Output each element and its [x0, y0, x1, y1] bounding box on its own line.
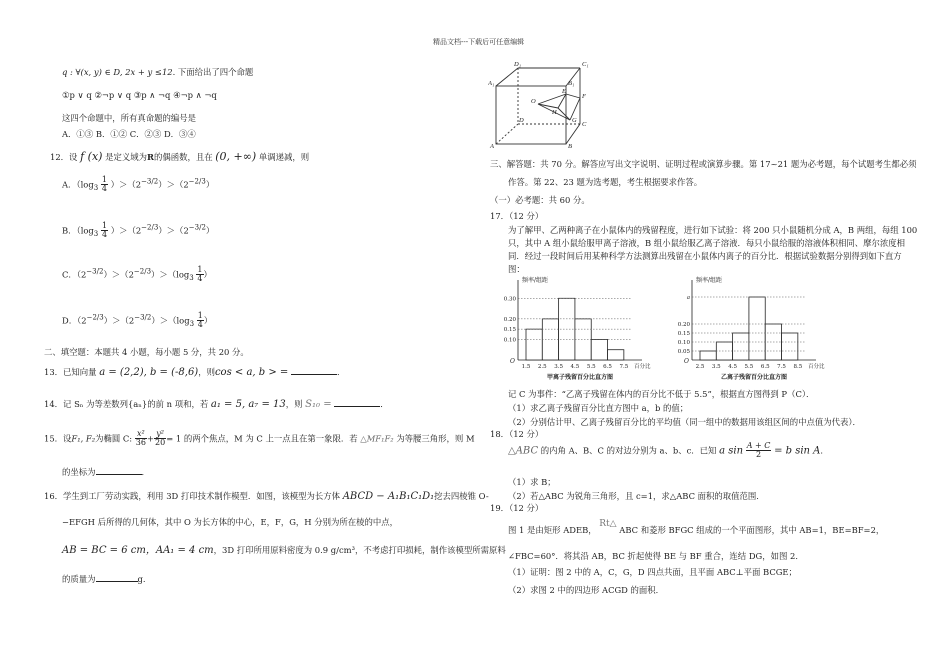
label-F: F [582, 93, 586, 100]
q13-vectors: a = (2,2), b = (-8,6) [99, 367, 199, 378]
label-G: G [572, 117, 577, 124]
label-B1: B₁ [568, 80, 575, 87]
q12-text-b: 是定义域为 [105, 152, 147, 162]
q18-text: 的内角 A、B、C 的对边分别为 a、b、c．已知 [540, 445, 717, 456]
q11-statement [62, 66, 253, 78]
q16-cuboid: ABCD − A₁B₁C₁D₁ [342, 491, 435, 502]
y-tick-label: 0.15 [677, 331, 690, 337]
q11-text: . 下面给出了四个命题 [172, 67, 254, 77]
opt-d-frac: $\frac{1}{4}$ [197, 311, 203, 330]
opt-d-prefix: D．（2 [62, 315, 87, 326]
q16-line4: 的质量为 g. [62, 574, 146, 584]
histogram-bar [608, 350, 624, 360]
q15-text-a: 15．设 [44, 433, 72, 444]
q14-text-a: 14．记 Sₙ 为等差数列{aₙ}的前 n 项和，若 [44, 399, 209, 409]
q12-option-b: B．（$\log_3$ $\frac{1}{4}$ ）$>(2^{-2/3})>(2^{-3/2})$ [62, 221, 215, 240]
y-tick-label: 0.15 [503, 327, 516, 334]
q14-condition: a₁ = 5, a₇ = 13 [210, 399, 286, 410]
y-tick-label: 0.10 [677, 340, 690, 346]
histogram-bar [575, 319, 591, 360]
origin-label: O [510, 358, 515, 365]
opt-d-exp1: −2/3 [86, 313, 104, 322]
chart-title: 甲离子残留百分比直方图 [546, 374, 614, 381]
y-tick-label: 0.30 [503, 296, 516, 303]
q12-text-c: 的偶函数，且在 [153, 152, 213, 162]
label-A: A [490, 143, 494, 148]
y-tick-label: 0.20 [677, 322, 690, 328]
label-D: D [519, 117, 524, 124]
q15-text-b: 为椭圆 C: [95, 433, 133, 444]
q12-number: 12．设 [50, 152, 78, 162]
q15-line2: 的坐标为 ． [62, 467, 150, 477]
histogram-bar [700, 351, 716, 360]
q19-number: 19．（12 分） [490, 503, 544, 513]
x-tick-label: 4.5 [570, 364, 580, 370]
q12-text-d: 单调递减，则 [258, 152, 310, 162]
y-tick-label: a [686, 295, 690, 301]
label-H: H [552, 109, 557, 116]
label-B: B [568, 143, 572, 148]
opt-b-frac: $\frac{1}{4}$ [101, 221, 108, 240]
x-tick-label: 2.5 [537, 364, 547, 370]
q14-text-b: ，则 [285, 399, 303, 409]
q19-text-b: ABC 和菱形 BFGC 组成的一个平面图形，其中 AB=1，BE=BF=2， [619, 525, 885, 535]
q18-triangle: △ABC [508, 445, 539, 457]
x-tick-label: 3.5 [554, 364, 563, 370]
q11-prompt: 这四个命题中，所有真命题的编号是 [62, 113, 196, 123]
q16-text-b: 挖去四棱锥 O- [434, 491, 489, 501]
q18-number: 18．（12 分） [490, 429, 544, 439]
x-tick-label: 2.5 [695, 364, 705, 370]
page-header: 精品文档---下载后可任意编辑 [433, 38, 525, 46]
q16-line3 [62, 541, 506, 556]
opt-c-exp2: −2/3 [133, 267, 152, 276]
q19-para-2: ∠FBC=60°．将其沿 AB，BC 折起使得 BE 与 BF 重合，连结 DG，如图 2． [508, 551, 804, 561]
q19-sub2: （2）求图 2 中的四边形 ACGD 的面积． [508, 585, 665, 595]
q-proposition-formula: q : ∀(x, y) ∈ D, 2x + y ≤12 [62, 67, 173, 77]
x-axis-label: 百分比 [634, 364, 651, 370]
histogram-bar [526, 329, 542, 360]
label-C: C [582, 121, 587, 128]
opt-c-exp1: −3/2 [86, 267, 104, 276]
q12-option-d: D．$(2^{-2/3})>(2^{-3/2})>(\log_3$ $\frac{1}{4}$ ） [62, 311, 213, 330]
section3-title: 三、解答题：共 70 分。解答应写出文字说明、证明过程或演算步骤。第 17~21 题为必考题，每个试题考生都必须 [490, 159, 917, 169]
q18-eq-right: = b sin A [774, 445, 821, 457]
x-tick-label: 5.5 [744, 364, 754, 370]
opt-a-exp1: −3/2 [141, 177, 159, 186]
q19-text-a: 图 1 是由矩形 ADEB， [508, 525, 597, 535]
q11-props: ①p ∨ q ②¬p ∨ q ③p ∧ ¬q ④¬p ∧ ¬q [62, 90, 217, 100]
histogram-ion-a [494, 274, 664, 382]
q11-options: A．①③ B．①② C．②③ D．③④ [62, 129, 196, 139]
q13-cos: cos < a, b > = [214, 367, 289, 378]
section2-title: 二、填空题：本题共 4 小题，每小题 5 分，共 20 分。 [44, 347, 249, 357]
y-axis-label: 频率/组距 [696, 277, 723, 284]
q17-para-1: 为了解甲、乙两种离子在小鼠体内的残留程度，进行如下试验：将 200 只小鼠随机分成 A，B 两组，每组 100 [508, 225, 918, 235]
label-D1: D₁ [514, 61, 521, 68]
q18-sub1: （1）求 B； [508, 477, 556, 487]
q19-rt-triangle: Rt△ [599, 519, 617, 529]
opt-a-prefix: A．（log [62, 179, 94, 190]
q15-text-e: 的坐标为 [62, 467, 96, 477]
q15-triangle: △MF₁F₂ [360, 433, 394, 444]
q18-stem: △ABC 的内角 A、B、C 的对边分别为 a、b、c．已知 a sin $\frac{A + C}{2}$ = b sin A． [508, 441, 829, 460]
q16-dims: AB = BC = 6 cm，AA₁ = 4 cm [62, 545, 214, 556]
q16-text-d: ，3D 打印所用原料密度为 0.9 g/cm³，不考虑打印损耗，制作该模型所需原料 [213, 545, 506, 555]
q13-text-b: ，则 [198, 367, 215, 377]
opt-b-exp2: −3/2 [188, 223, 206, 232]
q16-text-e: 的质量为 [62, 574, 96, 584]
q12-R: R [147, 152, 154, 162]
label-A1: A₁ [488, 80, 495, 87]
q19-sub1: （1）证明：图 2 中的 A，C，G，D 四点共面，且平面 ABC⊥平面 BCGE； [508, 567, 797, 577]
origin-label: O [684, 358, 689, 365]
q15-answer-blank[interactable] [96, 466, 142, 475]
y-tick-label: 0.20 [503, 316, 516, 323]
x-tick-label: 6.5 [760, 364, 770, 370]
x-tick-label: 8.5 [793, 364, 803, 370]
q12-option-a: A．（$\log_3$ $\frac{1}{4}$ ）$>(2^{-3/2})>(2^{-2/3})$ [62, 175, 215, 194]
q15-foci: F₁, F₂ [71, 433, 96, 444]
histogram-bar [782, 333, 798, 360]
x-tick-label: 7.5 [619, 364, 629, 370]
section3-sub: （一）必考题：共 60 分。 [490, 195, 590, 205]
opt-d-exp2: −3/2 [134, 313, 152, 322]
q13-text-a: 13．已知向量 [44, 367, 97, 377]
opt-b-logbase: 3 [93, 230, 99, 239]
q19-para-1 [508, 519, 885, 536]
label-O: O [531, 98, 536, 105]
q14-answer-blank[interactable] [334, 398, 380, 407]
q15-text-d: 为等腰三角形，则 M [396, 433, 475, 444]
q17-sub2: （2）分别估计甲、乙离子残留百分比的平均值（同一组中的数据用该组区间的中点值为代表）． [508, 417, 861, 427]
q18-sub2: （2）若△ABC 为锐角三角形，且 c=1，求△ABC 面积的取值范围． [508, 491, 765, 501]
x-tick-label: 4.5 [728, 364, 737, 370]
x-tick-label: 6.5 [603, 364, 612, 370]
cuboid-figure [488, 58, 604, 148]
q16-line1 [44, 490, 489, 502]
histogram-bar [591, 339, 607, 360]
opt-b-prefix: B．（log [62, 225, 94, 236]
q17-event: 记 C 为事件：“乙离子残留在体内的百分比不低于 5.5”，根据直方图得到 P（C）． [508, 389, 815, 399]
q14-sum: S₁₀ = [305, 399, 332, 410]
x-tick-label: 3.5 [711, 364, 721, 370]
q17-para-4: 图： [508, 264, 525, 274]
q17-para-3: 同．经过一段时间后用某种科学方法测算出残留在小鼠体内离子的百分比．根据试验数据分别得到如下直方 [508, 251, 902, 261]
q18-eq-left: a sin [719, 445, 744, 457]
opt-c-frac: $\frac{1}{4}$ [197, 265, 203, 284]
q16-text-a: 16．学生到工厂劳动实践，利用 3D 打印技术制作模型．如图，该模型为长方体 [44, 491, 341, 501]
q12-interval: (0, +∞) [215, 150, 257, 163]
histogram-bar [749, 297, 765, 360]
opt-a-logbase: 3 [93, 184, 99, 193]
q17-para-2: 只，其中 A 组小鼠给服甲离子溶液，B 组小鼠给服乙离子溶液．每只小鼠给服的溶液体积相同、摩尔浓度相 [508, 238, 906, 248]
chart-title: 乙离子残留百分比直方图 [720, 374, 788, 381]
x-tick-label: 1.5 [521, 364, 531, 370]
q18-frac: $\frac{A + C}{2}$ [746, 441, 771, 460]
q15-text-c: 的两个焦点，M 为 C 上一点且在第一象限．若 [183, 433, 358, 444]
x-tick-label: 5.5 [586, 364, 596, 370]
y-tick-label: 0.10 [503, 337, 516, 344]
opt-a-gt2: ）＞（ [158, 179, 184, 190]
q17-sub1: （1）求乙离子残留百分比直方图中 a，b 的值； [508, 403, 689, 413]
section3-line2: 作答。第 22、23 题为选考题，考生根据要求作答。 [508, 177, 703, 187]
label-E: E [562, 88, 566, 95]
q16-answer-blank[interactable] [96, 573, 138, 582]
label-C1: C₁ [582, 61, 589, 68]
histogram-bar [716, 342, 732, 360]
q12-option-c: C．$(2^{-3/2})>(2^{-2/3})>(\log_3$ $\frac{1}{4}$ ） [62, 265, 212, 284]
q13-answer-blank[interactable] [291, 366, 337, 375]
q14: 14．记 Sₙ 为等差数列{aₙ}的前 n 项和，若 a₁ = 5, a₇ = 13，则 S₁₀ = ． [44, 399, 389, 410]
q12-fx: f (x) [80, 150, 103, 163]
opt-b-exp1: −2/3 [141, 223, 159, 232]
q15-frac-y: $\frac{\text{y²}}{20}$ [155, 429, 166, 448]
histogram-ion-b [668, 274, 838, 382]
q12-stem [50, 150, 309, 163]
q17-number: 17．（12 分） [490, 211, 544, 221]
y-tick-label: 0.05 [677, 349, 690, 355]
x-tick-label: 7.5 [777, 364, 786, 370]
q15-line1: 15．设F₁, F₂为椭圆 C: $\frac{\text{x²}}{36}$ + $\frac{\text{y²}}{20}$ = 1 的两个焦点，M 为 C 上一点且在第一象限．若 △MF₁F₂ 为等腰三角形，则 M [44, 429, 475, 448]
y-axis-label: 频率/组距 [522, 277, 549, 284]
x-axis-label: 百分比 [808, 364, 825, 370]
histogram-bar [733, 333, 749, 360]
opt-a-frac: $\frac{1}{4}$ [101, 175, 107, 194]
histogram-bar [542, 319, 558, 360]
opt-a-exp2: −2/3 [188, 177, 206, 186]
q13: 13．已知向量 a = (2,2), b = (-8,6)，则cos < a, b > = ． [44, 367, 346, 378]
opt-c-prefix: C．（2 [62, 269, 87, 280]
q15-frac-x: $\frac{\text{x²}}{36}$ [135, 429, 146, 448]
q16-line2: −EFGH 后所得的几何体，其中 O 为长方体的中心，E，F，G，H 分别为所在棱的中点， [62, 517, 398, 527]
opt-a-gt1: ）＞（ [110, 179, 136, 190]
